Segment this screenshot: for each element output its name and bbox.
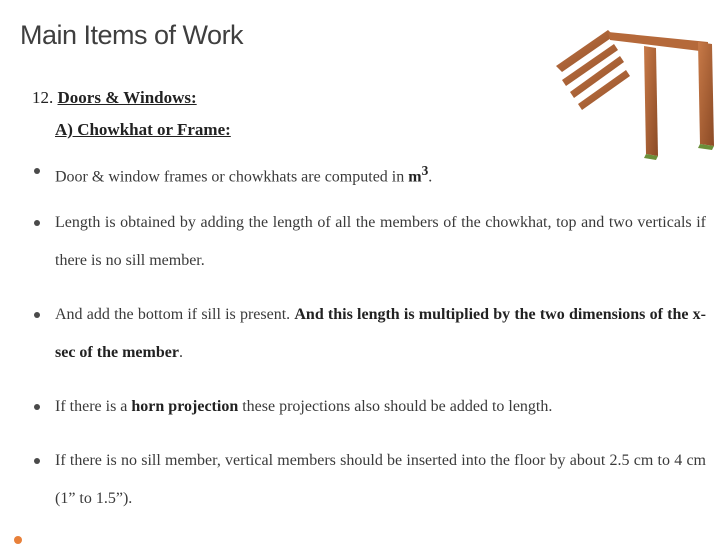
list-item xyxy=(34,296,706,372)
unit-superscript: 3 xyxy=(421,163,429,178)
unit-text: m xyxy=(408,168,422,186)
bullet-bold-text: And this length is multiplied by the two dimensions of the x-sec of the member xyxy=(55,306,706,362)
subheading: A) Chowkhat or Frame: xyxy=(55,120,231,139)
section-number xyxy=(32,88,197,108)
bullet-text: Door & window frames or chowkhats are computed in xyxy=(55,168,409,186)
list-item xyxy=(34,204,706,280)
page-title: Main Items of Work xyxy=(20,20,244,50)
list-item xyxy=(34,442,706,518)
bullet-bold-text: horn projection xyxy=(131,398,239,416)
bullet-text: If there is a xyxy=(55,398,132,416)
door-frame-image xyxy=(548,26,720,162)
section-heading: Doors & Windows: xyxy=(57,88,197,107)
bullet-icon xyxy=(34,458,40,464)
bullet-icon xyxy=(34,312,40,318)
bullet-icon xyxy=(34,404,40,410)
bullet-text: If there is no sill member, vertical members should be inserted into the floor by about 2.5 cm to 4 cm (1” to 1.5”). xyxy=(55,452,706,508)
bullet-end: . xyxy=(428,168,433,186)
bullet-list xyxy=(34,158,706,534)
bullet-text: Length is obtained by adding the length of all the members of the chowkhat, top and two verticals if there is no sill member. xyxy=(55,214,706,270)
accent-dot xyxy=(14,536,22,544)
list-item xyxy=(34,388,706,426)
bullet-icon xyxy=(34,220,40,226)
list-item xyxy=(34,158,706,190)
section-number-label: 12. xyxy=(32,88,54,107)
bullet-text: And add the bottom if sill is present. xyxy=(55,306,295,324)
bullet-text-post: these projections also should be added to length. xyxy=(238,398,553,416)
bullet-icon xyxy=(34,168,40,174)
bullet-end: . xyxy=(178,344,183,362)
